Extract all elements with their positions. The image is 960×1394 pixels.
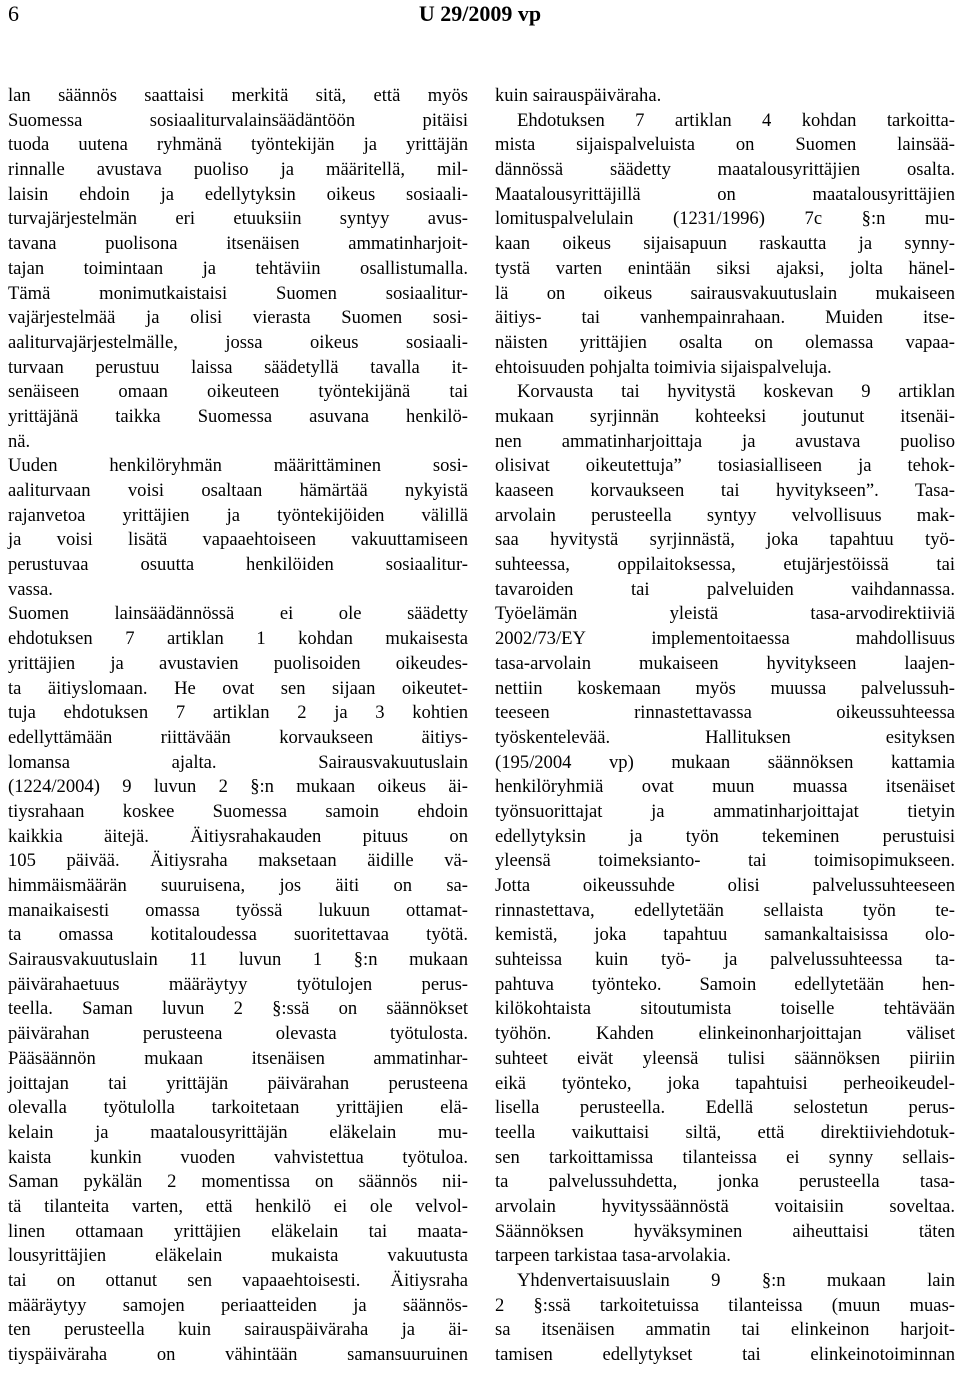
text-line: näisten yrittäjien osalta on olemassa vapaa-	[495, 331, 955, 353]
text-line: arvolain hyvityssäännöstä voitaisiin soveltaa.	[495, 1195, 955, 1217]
text-line: eikä työnteko, joka tapahtuisi perheoikeudel-	[495, 1072, 955, 1094]
text-line: (195/2004 vp) mukaan säännöksen kattamia	[495, 751, 955, 773]
text-line: Tämä monimutkaistaisi Suomen sosiaalitur-	[8, 282, 468, 304]
document-id: U 29/2009 vp	[418, 1, 542, 26]
text-line: tuja ehdotuksen 7 artiklan 2 ja 3 kohtien	[8, 702, 468, 724]
text-line: tamisen edellytykset tai elinkeinotoiminnan	[495, 1344, 955, 1366]
left-column	[8, 84, 468, 1368]
text-line: Pääsäännön mukaan itsenäisen ammatinhar-	[8, 1047, 468, 1069]
text-line: ta äitiyslomaan. He ovat sen sijaan oikeutet-	[8, 677, 468, 699]
text-line: suhteessa, oppilaitoksessa, etujärjestöissä tai	[495, 554, 955, 576]
text-line: 105 päivää. Äitiysraha maksetaan äidille vä-	[8, 850, 468, 872]
text-line: rinnalle avustava puoliso ja määritellä, mil-	[8, 159, 468, 181]
text-line: dännössä säädetty maatalousyrittäjien osalta.	[495, 159, 955, 181]
text-line: perustuvaa osuutta henkilöiden sosiaalitur-	[8, 554, 468, 576]
text-line: lomituspalvelulain (1231/1996) 7c §:n mu-	[495, 208, 955, 230]
text-line: pahtuva työnteko. Samoin edellytetään hen-	[495, 973, 955, 995]
text-line: rajanvetoa yrittäjien ja työntekijöiden välillä	[8, 504, 468, 526]
text-line: työnsuorittajat ja ammatinharjoittajat tietyin	[495, 800, 955, 822]
text-line: saa hyvitystä syrjinnästä, joka tapahtuu työ-	[495, 529, 955, 551]
text-line: ten perusteella kuin sairauspäiväraha ja äi-	[8, 1319, 468, 1341]
text-line: Sairausvakuutuslain 11 luvun 1 §:n mukaan	[8, 949, 468, 971]
text-line: Työelämän yleistä tasa-arvodirektiiviä	[495, 603, 955, 625]
text-line: Säännöksen hyväksyminen aiheuttaisi täten	[495, 1220, 955, 1242]
text-line: vajärjestelmää ja olisi vierasta Suomen sosi-	[8, 307, 468, 329]
right-column	[495, 84, 955, 1368]
text-line: yrittäjänä taikka Suomessa asuvana henkilö-	[8, 405, 468, 427]
text-line: laisin ehdoin ja edellytyksin oikeus sosiaali-	[8, 183, 468, 205]
text-line: ta palvelussuhdetta, jonka perusteella tasa-	[495, 1171, 955, 1193]
text-line: Korvausta tai hyvitystä koskevan 9 artiklan	[517, 381, 955, 403]
text-line: ehdotuksen 7 artiklan 1 kohdan mukaisesta	[8, 628, 468, 650]
text-line: (1224/2004) 9 luvun 2 §:n mukaan oikeus äi-	[8, 776, 468, 798]
text-line: lisella perusteella. Edellä selostetun perus-	[495, 1097, 955, 1119]
text-line: tasa-arvolain mukaiseen hyvitykseen laajen-	[495, 652, 955, 674]
text-line: olevalla työtulolla tarkoitetaan yrittäjien elä-	[8, 1097, 468, 1119]
page-header	[8, 0, 952, 30]
page-number: 6	[8, 1, 19, 26]
text-line: työhön. Kahden elinkeinonharjoittajan väliset	[495, 1023, 955, 1045]
text-line: sa itsenäisen ammatin tai elinkeinon harjoit-	[495, 1319, 955, 1341]
text-line: nä.	[8, 430, 31, 452]
text-line: tai on ottanut sen vapaaehtoisesti. Äitiysraha	[8, 1270, 468, 1291]
text-line: aaliturvajärjestelmälle, jossa oikeus sosiaali-	[8, 331, 468, 353]
text-line: työskentelevää. Hallituksen esityksen	[495, 726, 955, 748]
text-line: Yhdenvertaisuuslain 9 §:n mukaan lain	[517, 1270, 955, 1291]
text-line: tavana puolisona itsenäisen ammatinharjoit-	[8, 233, 468, 255]
text-line: tajan toimintaan ja tehtäviin osallistumalla.	[8, 257, 468, 279]
text-line: päivärahan perusteena olevasta työtulosta.	[8, 1023, 468, 1045]
text-line: Suomessa sosiaaliturvalainsäädäntöön pitäisi	[8, 109, 468, 131]
text-line: suhteet eivät yleensä tulisi säännöksen piiriin	[495, 1047, 955, 1069]
text-line: manaikaisesti omassa työssä lukuun ottamat-	[8, 899, 468, 921]
text-line: lä on oikeus sairausvakuutuslain mukaiseen	[495, 282, 955, 304]
text-line: sen tarkoittamissa tilanteissa ei synny sellais-	[495, 1146, 955, 1168]
text-line: tystä varten enintään siksi ajaksi, jolta hänel-	[495, 257, 955, 279]
text-line: yleensä toimeksianto- tai toimisopimukseen.	[495, 850, 955, 872]
text-line: kuin sairauspäiväraha.	[495, 85, 662, 106]
text-line: nettiin koskemaan myös muussa palvelussuh-	[495, 677, 955, 699]
text-line: kaikkia äitejä. Äitiysrahakauden pituus on	[8, 825, 468, 847]
text-line: linen ottamaan yrittäjien eläkelain tai maata-	[8, 1220, 468, 1242]
text-line: kilökohtaista sitoutumista toiselle tehtävään	[495, 998, 955, 1020]
text-line: Uuden henkilöryhmän määrittäminen sosi-	[8, 455, 468, 477]
text-line: mista sijaispalveluista on Suomen lainsää-	[495, 134, 955, 156]
text-line: tiyspäiväraha on vähintään samansuuruinen	[8, 1344, 468, 1366]
text-line: senäiseen omaan oikeuteen työntekijänä tai	[8, 381, 468, 403]
text-line: teella. Saman luvun 2 §:ssä on säännökset	[8, 998, 468, 1020]
text-line: Suomen lainsäädännössä ei ole säädetty	[8, 603, 468, 625]
text-line: vassa.	[8, 578, 53, 600]
text-line: tavaroiden tai palveluiden vaihdannassa.	[495, 578, 955, 600]
text-line: 2 §:ssä tarkoitetuissa tilanteissa (muun muas-	[495, 1294, 955, 1316]
text-line: ta omassa kotitaloudessa suoritettavaa työtä.	[8, 924, 468, 946]
text-line: määräytyy samojen periaatteiden ja säännös-	[8, 1294, 468, 1316]
text-line: rinnastettava, edellytetään sellaista työn te-	[495, 899, 955, 921]
text-line: lousyrittäjien eläkelain mukaista vakuutusta	[8, 1245, 468, 1267]
text-line: Ehdotuksen 7 artiklan 4 kohdan tarkoitta-	[517, 109, 955, 131]
text-line: tarpeen tarkistaa tasa-arvolakia.	[495, 1245, 731, 1267]
text-line: äitiys- tai vanhempainrahaan. Muiden itse-	[495, 307, 955, 329]
text-line: himmäismäärän suuruisena, jos äiti on sa-	[8, 875, 468, 896]
text-line: lan säännös saattaisi merkitä sitä, että myös	[8, 85, 468, 106]
text-line: tä tilanteita varten, että henkilö ei ole velvol-	[8, 1195, 468, 1217]
text-line: tiysrahaan koskee Suomessa samoin ehdoin	[8, 800, 468, 822]
text-line: 2002/73/EY implementoitaessa mahdollisuus	[495, 628, 955, 650]
text-line: Saman pykälän 2 momentissa on säännös nii-	[8, 1171, 468, 1193]
text-line: teeseen rinnastettavassa oikeussuhteessa	[495, 702, 955, 724]
text-line: arvolain perusteella syntyy velvollisuus mak-	[495, 504, 955, 526]
text-line: yrittäjien ja avustavien puolisoiden oikeudes-	[8, 652, 468, 674]
text-line: turvajärjestelmän eri etuuksiin syntyy avus-	[8, 208, 468, 230]
text-line: lomansa ajalta. Sairausvakuutuslain	[8, 751, 468, 773]
text-line: turvaan perustuu laissa säädetyllä tavalla it-	[8, 356, 468, 378]
text-line: suhteissa kuin työ- ja palvelussuhteessa ta-	[495, 949, 955, 971]
text-line: päivärahaetuus määräytyy työtulojen perus-	[8, 973, 468, 995]
text-line: kelain ja maatalousyrittäjän eläkelain mu-	[8, 1121, 468, 1143]
text-line: kaan oikeus sijaisapuun raskautta ja synny-	[495, 233, 955, 255]
text-line: kaaseen korvaukseen tai hyvitykseen”. Tasa-	[495, 480, 955, 501]
text-line: tuoda uutena ryhmänä työntekijän ja yrittäjän	[8, 134, 468, 156]
text-line: teella vaikuttaisi siltä, että direktiiviehdotuk-	[495, 1121, 955, 1143]
text-line: kemistä, joka tapahtuu samankaltaisissa olo-	[495, 924, 955, 946]
text-line: edellyttämään riittävään korvaukseen äitiys-	[8, 726, 468, 748]
text-line: aaliturvaan voisi osaltaan hämärtää nykyistä	[8, 480, 468, 501]
text-line: henkilöryhmiä ovat muun muassa itsenäiset	[495, 776, 955, 798]
text-line: olisivat oikeutettuja” tosiasialliseen ja tehok-	[495, 455, 955, 477]
text-line: kaista kunkin vuoden vahvistettua työtuloa.	[8, 1146, 468, 1168]
text-line: ja voisi lisätä vapaaehtoiseen vakuuttamiseen	[8, 529, 468, 551]
text-line: edellytyksin ja työn tekeminen perustuisi	[495, 825, 955, 847]
text-line: mukaan syrjinnän kohteeksi joutunut itsenäi-	[495, 405, 955, 427]
text-line: ehtoisuuden pohjalta toimivia sijaispalveluja.	[495, 356, 832, 378]
text-line: Jotta oikeussuhde olisi palvelussuhteeseen	[495, 875, 955, 896]
text-line: nen ammatinharjoittaja ja avustava puoliso	[495, 430, 955, 452]
text-line: joittajan tai yrittäjän päivärahan perusteena	[8, 1072, 468, 1094]
text-line: Maatalousyrittäjillä on maatalousyrittäjien	[495, 183, 955, 205]
